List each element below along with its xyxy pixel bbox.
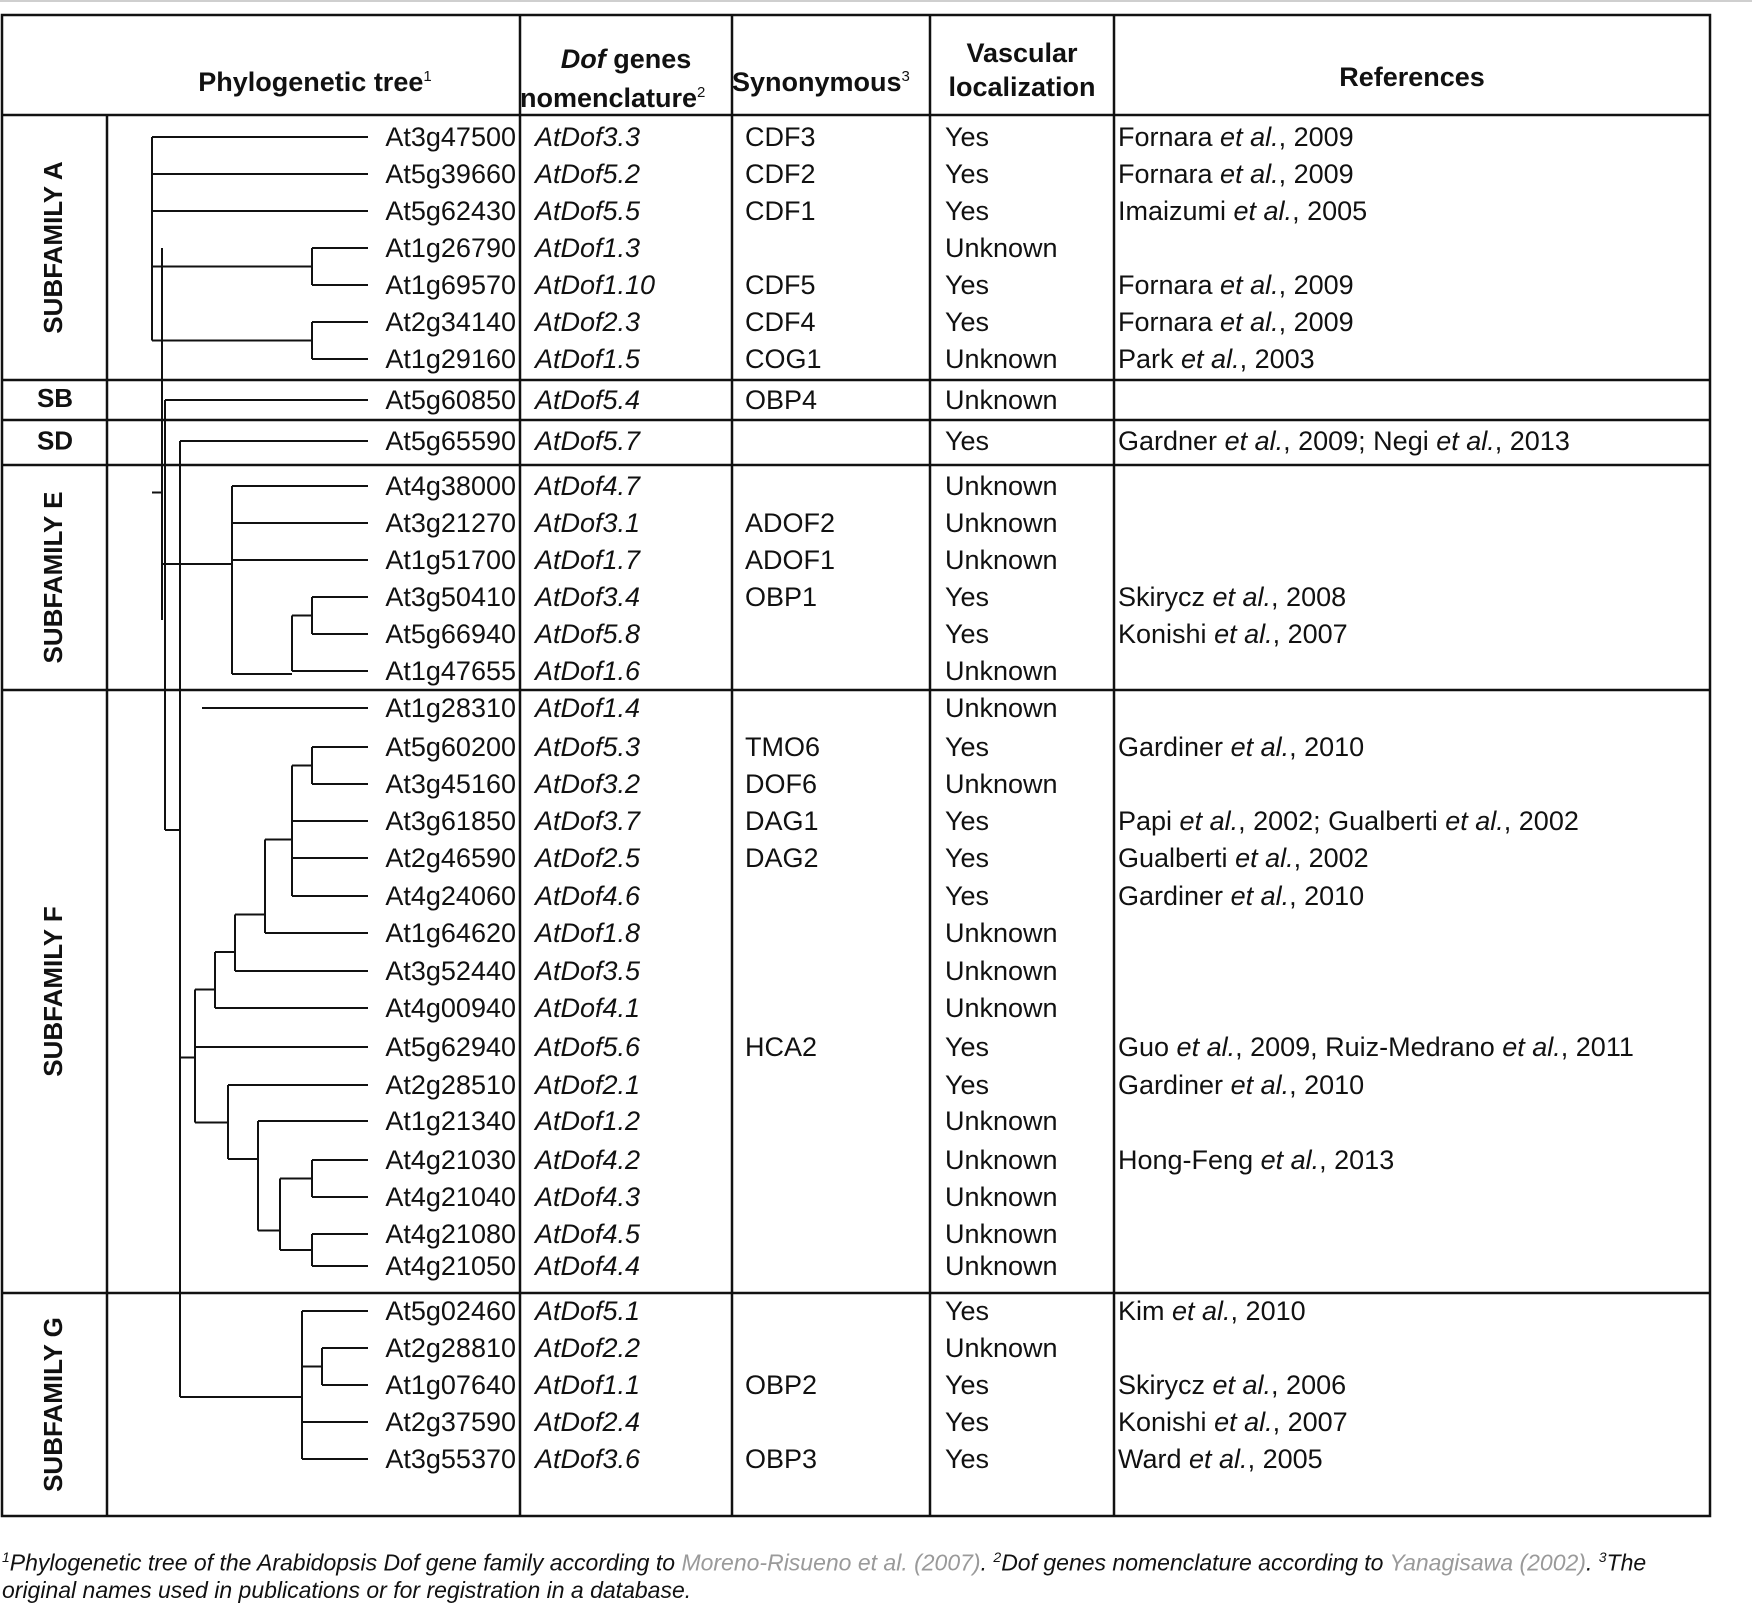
reference <box>1118 840 1369 877</box>
footnote-text-2: . <box>980 1549 994 1576</box>
gene-id: At1g07640 <box>385 1370 516 1400</box>
reference-part: Kim <box>1118 1296 1172 1326</box>
dof-name: AtDof5.7 <box>535 426 641 456</box>
vascular-localization: Yes <box>945 619 990 649</box>
dof-name: AtDof5.1 <box>535 1296 641 1326</box>
reference <box>1118 1142 1394 1179</box>
header-syn-label: Synonymous <box>732 67 902 97</box>
vascular-localization: Yes <box>945 122 990 152</box>
synonym: CDF4 <box>745 307 816 337</box>
dof-name: AtDof4.3 <box>535 1182 641 1212</box>
gene-id: At4g21040 <box>385 1182 516 1212</box>
footnote-line-2 <box>2 1574 691 1606</box>
vascular-localization: Yes <box>945 806 990 836</box>
gene-id: At4g21050 <box>385 1251 516 1281</box>
reference-part: Gardiner <box>1118 732 1231 762</box>
vascular-localization: Unknown <box>945 693 1058 723</box>
dof-name: AtDof1.1 <box>535 1370 641 1400</box>
reference-part: , 2008 <box>1271 582 1347 612</box>
gene-id: At1g64620 <box>385 918 516 948</box>
table-border <box>2 15 1710 1516</box>
dof-name: AtDof3.7 <box>535 806 641 836</box>
synonym: CDF1 <box>745 196 816 226</box>
vascular-localization: Unknown <box>945 769 1058 799</box>
vascular-localization: Yes <box>945 196 990 226</box>
reference-part: Papi <box>1118 806 1180 836</box>
gene-id: At2g34140 <box>385 307 516 337</box>
vascular-localization: Unknown <box>945 956 1058 986</box>
subfamily-label: SUBFAMILY E <box>37 491 68 664</box>
header-dof-line2: nomenclature <box>520 83 698 113</box>
dof-name: AtDof3.4 <box>535 582 641 612</box>
vascular-localization: Yes <box>945 881 990 911</box>
gene-id: At3g50410 <box>385 582 516 612</box>
reference-part: Fornara <box>1118 159 1221 189</box>
vascular-localization: Yes <box>945 270 990 300</box>
dof-name: AtDof2.5 <box>535 843 641 873</box>
vascular-localization: Unknown <box>945 1333 1058 1363</box>
vascular-localization: Unknown <box>945 508 1058 538</box>
reference <box>1118 193 1367 230</box>
dof-name: AtDof2.3 <box>535 307 641 337</box>
synonym: COG1 <box>745 344 822 374</box>
dof-name: AtDof1.6 <box>535 656 641 686</box>
gene-id: At3g61850 <box>385 806 516 836</box>
vascular-localization: Unknown <box>945 233 1058 263</box>
gene-id: At3g55370 <box>385 1444 516 1474</box>
dof-name: AtDof3.1 <box>535 508 641 538</box>
reference-part: Gardiner <box>1118 1070 1231 1100</box>
reference <box>1118 341 1315 378</box>
gene-id: At3g47500 <box>385 122 516 152</box>
dof-name: AtDof4.2 <box>535 1145 641 1175</box>
vascular-localization: Yes <box>945 307 990 337</box>
gene-id: At2g28810 <box>385 1333 516 1363</box>
dof-name: AtDof4.4 <box>535 1251 641 1281</box>
vascular-localization: Unknown <box>945 344 1058 374</box>
reference-part: , 2002 <box>1503 806 1579 836</box>
vascular-localization: Unknown <box>945 385 1058 415</box>
vascular-localization: Unknown <box>945 993 1058 1023</box>
reference-part: Gardiner <box>1118 881 1231 911</box>
gene-id: At2g37590 <box>385 1407 516 1437</box>
gene-id: At5g65590 <box>385 426 516 456</box>
reference <box>1118 1441 1323 1478</box>
synonym: OBP1 <box>745 582 818 612</box>
header-vasc-line2: localization <box>948 72 1096 102</box>
gene-id: At5g66940 <box>385 619 516 649</box>
synonym: CDF2 <box>745 159 816 189</box>
gene-id: At5g60850 <box>385 385 516 415</box>
gene-id: At3g52440 <box>385 956 516 986</box>
reference-part: , 2003 <box>1239 344 1315 374</box>
reference <box>1118 156 1354 193</box>
gene-id: At2g28510 <box>385 1070 516 1100</box>
gene-id: At1g26790 <box>385 233 516 263</box>
vascular-localization: Yes <box>945 159 990 189</box>
table-grid <box>2 15 1710 1516</box>
reference-part: , 2013 <box>1494 426 1570 456</box>
synonym: ADOF2 <box>745 508 836 538</box>
footnote-text-1: Phylogenetic tree of the Arabidopsis Dof gene family according to <box>9 1549 682 1576</box>
header-dof-rest: genes <box>605 44 692 74</box>
reference-part: et al. <box>1224 426 1284 456</box>
dof-name: AtDof5.3 <box>535 732 641 762</box>
vascular-localization: Unknown <box>945 1219 1058 1249</box>
gene-id: At1g47655 <box>385 656 516 686</box>
citation-link-moreno-risueno[interactable]: Moreno-Risueno et al. (2007) <box>681 1549 981 1576</box>
reference-part: Fornara <box>1118 270 1221 300</box>
reference-part: , 2007 <box>1272 1407 1348 1437</box>
dof-name: AtDof3.5 <box>535 956 641 986</box>
reference-part: et al. <box>1172 1296 1231 1326</box>
gene-id: At4g21080 <box>385 1219 516 1249</box>
dof-name: AtDof5.8 <box>535 619 641 649</box>
subfamily-label: SB <box>36 382 74 413</box>
dof-name: AtDof4.1 <box>535 993 641 1023</box>
reference-part: , 2007 <box>1272 619 1348 649</box>
dof-name: AtDof2.4 <box>535 1407 641 1437</box>
reference-part: et al. <box>1212 1370 1272 1400</box>
dof-name: AtDof1.10 <box>535 270 656 300</box>
vascular-localization: Unknown <box>945 1182 1058 1212</box>
reference-part: et al. <box>1181 344 1240 374</box>
reference-part: et al. <box>1445 806 1504 836</box>
reference <box>1118 1404 1348 1441</box>
reference-part: et al. <box>1233 196 1293 226</box>
gene-id: At5g62430 <box>385 196 516 226</box>
reference <box>1118 423 1570 460</box>
reference-part: Skirycz <box>1118 582 1213 612</box>
reference-part: , 2002 <box>1293 843 1369 873</box>
dof-name: AtDof1.8 <box>535 918 641 948</box>
reference-part: et al. <box>1220 122 1279 152</box>
gene-id: At1g28310 <box>385 693 516 723</box>
reference-part: et al. <box>1189 1444 1248 1474</box>
gene-id: At1g29160 <box>385 344 516 374</box>
header-syn-sup: 3 <box>901 68 910 85</box>
header-dof-nomenclature <box>520 42 732 115</box>
footnote-text-3: Dof genes nomenclature according to <box>1001 1549 1390 1576</box>
phylogenetic-tree <box>152 137 368 1459</box>
reference-part: Imaizumi <box>1118 196 1234 226</box>
reference <box>1118 729 1364 766</box>
gene-id: At2g46590 <box>385 843 516 873</box>
reference-part: et al. <box>1220 270 1279 300</box>
reference <box>1118 803 1579 840</box>
reference-part: Ward <box>1118 1444 1190 1474</box>
vascular-localization: Yes <box>945 1070 990 1100</box>
reference-part: , 2011 <box>1560 1032 1634 1062</box>
vascular-localization: Yes <box>945 582 990 612</box>
header-phylogenetic-tree <box>110 60 520 99</box>
footnote-sup-2: 2 <box>993 1549 1002 1565</box>
reference-part: Fornara <box>1118 307 1221 337</box>
reference-part: Skirycz <box>1118 1370 1213 1400</box>
reference-part: et al. <box>1220 307 1279 337</box>
vascular-localization: Yes <box>945 1296 990 1326</box>
dof-name: AtDof1.2 <box>535 1106 641 1136</box>
footnote-text-5: The <box>1606 1549 1647 1576</box>
vascular-localization: Yes <box>945 1032 990 1062</box>
header-tree-label: Phylogenetic tree <box>198 67 424 97</box>
header-tree-sup: 1 <box>423 68 432 85</box>
reference <box>1118 1067 1364 1104</box>
reference-part: , 2009 <box>1278 270 1354 300</box>
reference-part: , 2009 <box>1278 307 1354 337</box>
gene-id: At4g21030 <box>385 1145 516 1175</box>
reference-part: Gardner <box>1118 426 1225 456</box>
vascular-localization: Unknown <box>945 471 1058 501</box>
synonym: CDF5 <box>745 270 816 300</box>
gene-id: At5g62940 <box>385 1032 516 1062</box>
reference <box>1118 878 1364 915</box>
synonym: OBP3 <box>745 1444 818 1474</box>
footnote-sup-1: 1 <box>2 1549 10 1565</box>
reference <box>1118 579 1346 616</box>
dof-name: AtDof1.7 <box>535 545 641 575</box>
gene-id: At4g00940 <box>385 993 516 1023</box>
vascular-localization: Unknown <box>945 918 1058 948</box>
reference <box>1118 267 1354 304</box>
vascular-localization: Unknown <box>945 1251 1058 1281</box>
reference-part: Fornara <box>1118 122 1221 152</box>
reference-part: et al. <box>1230 1070 1290 1100</box>
reference-part: , 2009; Negi <box>1283 426 1437 456</box>
reference-part: , 2009 <box>1278 159 1354 189</box>
subfamily-label: SD <box>36 425 74 456</box>
footnote-line-1 <box>2 1541 1646 1579</box>
synonym: DAG1 <box>745 806 819 836</box>
dof-name: AtDof5.2 <box>535 159 641 189</box>
header-dof-sup: 2 <box>697 84 706 101</box>
reference-part: Hong-Feng <box>1118 1145 1261 1175</box>
gene-id: At1g51700 <box>385 545 516 575</box>
vascular-localization: Yes <box>945 732 990 762</box>
gene-id: At5g39660 <box>385 159 516 189</box>
reference-part: et al. <box>1179 806 1239 836</box>
synonym: DAG2 <box>745 843 819 873</box>
reference-part: Gualberti <box>1118 843 1236 873</box>
header-dof-italic: Dof <box>560 44 606 74</box>
header-vascular-localization <box>932 36 1112 104</box>
reference-part: et al. <box>1214 1407 1273 1437</box>
gene-id: At1g21340 <box>385 1106 516 1136</box>
reference-part: et al. <box>1212 582 1272 612</box>
reference-part: et al. <box>1214 619 1273 649</box>
dof-name: AtDof1.4 <box>535 693 641 723</box>
vascular-localization: Unknown <box>945 656 1058 686</box>
synonym: DOF6 <box>745 769 818 799</box>
reference <box>1118 1029 1634 1066</box>
dof-name: AtDof3.2 <box>535 769 641 799</box>
synonym: TMO6 <box>745 732 821 762</box>
dof-name: AtDof4.5 <box>535 1219 641 1249</box>
dof-name: AtDof1.5 <box>535 344 641 374</box>
dof-name: AtDof2.2 <box>535 1333 641 1363</box>
reference-part: et al. <box>1230 732 1290 762</box>
footnote-sup-3: 3 <box>1598 1549 1607 1565</box>
vascular-localization: Yes <box>945 1370 990 1400</box>
reference-part: et al. <box>1230 881 1290 911</box>
vascular-localization: Yes <box>945 426 990 456</box>
synonym: OBP4 <box>745 385 818 415</box>
reference <box>1118 119 1354 156</box>
gene-id: At5g60200 <box>385 732 516 762</box>
header-ref-label: References <box>1339 62 1485 92</box>
reference-part: , 2005 <box>1247 1444 1323 1474</box>
reference-part: , 2010 <box>1289 881 1365 911</box>
gene-id: At5g02460 <box>385 1296 516 1326</box>
footnote-text-4: . <box>1585 1549 1599 1576</box>
header-vasc-line1: Vascular <box>966 38 1078 68</box>
vascular-localization: Unknown <box>945 1145 1058 1175</box>
reference-part: , 2002; Gualberti <box>1238 806 1446 836</box>
reference-part: , 2006 <box>1271 1370 1347 1400</box>
reference-part: , 2009 <box>1278 122 1354 152</box>
synonym: OBP2 <box>745 1370 818 1400</box>
vascular-localization: Unknown <box>945 545 1058 575</box>
synonym: CDF3 <box>745 122 816 152</box>
dof-name: AtDof1.3 <box>535 233 641 263</box>
vascular-localization: Yes <box>945 843 990 873</box>
reference <box>1118 616 1348 653</box>
reference <box>1118 304 1354 341</box>
header-references <box>1114 60 1710 94</box>
dof-name: AtDof3.6 <box>535 1444 641 1474</box>
reference-part: et al. <box>1436 426 1495 456</box>
synonym: HCA2 <box>745 1032 818 1062</box>
dof-name: AtDof5.5 <box>535 196 641 226</box>
reference-part: , 2009, Ruiz-Medrano <box>1235 1032 1503 1062</box>
reference-part: , 2005 <box>1292 196 1368 226</box>
reference-part: et al. <box>1176 1032 1236 1062</box>
dof-name: AtDof4.6 <box>535 881 641 911</box>
vascular-localization: Yes <box>945 1407 990 1437</box>
synonym: ADOF1 <box>745 545 836 575</box>
reference <box>1118 1293 1306 1330</box>
dof-name: AtDof4.7 <box>535 471 641 501</box>
gene-id: At3g45160 <box>385 769 516 799</box>
gene-id: At3g21270 <box>385 508 516 538</box>
dof-name: AtDof5.4 <box>535 385 641 415</box>
dof-name: AtDof2.1 <box>535 1070 641 1100</box>
subfamily-label: SUBFAMILY G <box>37 1317 68 1492</box>
vascular-localization: Unknown <box>945 1106 1058 1136</box>
reference-part: , 2010 <box>1230 1296 1306 1326</box>
reference <box>1118 1367 1346 1404</box>
reference-part: Guo <box>1118 1032 1177 1062</box>
reference-part: Konishi <box>1118 1407 1215 1437</box>
footnote-text-6: original names used in publications or for registration in a database. <box>2 1577 692 1603</box>
reference-part: et al. <box>1502 1032 1561 1062</box>
reference-part: Konishi <box>1118 619 1215 649</box>
vascular-localization: Yes <box>945 1444 990 1474</box>
citation-link-yanagisawa[interactable]: Yanagisawa (2002) <box>1389 1549 1586 1576</box>
dof-name: AtDof3.3 <box>535 122 641 152</box>
header-synonymous <box>732 60 930 99</box>
reference-part: Park <box>1118 344 1182 374</box>
gene-id: At4g24060 <box>385 881 516 911</box>
reference-part: , 2010 <box>1289 732 1365 762</box>
reference-part: et al. <box>1220 159 1279 189</box>
reference-part: et al. <box>1260 1145 1320 1175</box>
subfamily-label: SUBFAMILY F <box>37 906 68 1077</box>
gene-id: At4g38000 <box>385 471 516 501</box>
gene-id: At1g69570 <box>385 270 516 300</box>
dof-name: AtDof5.6 <box>535 1032 641 1062</box>
subfamily-label: SUBFAMILY A <box>37 161 68 334</box>
reference-part: et al. <box>1235 843 1294 873</box>
reference-part: , 2010 <box>1289 1070 1365 1100</box>
reference-part: , 2013 <box>1319 1145 1395 1175</box>
